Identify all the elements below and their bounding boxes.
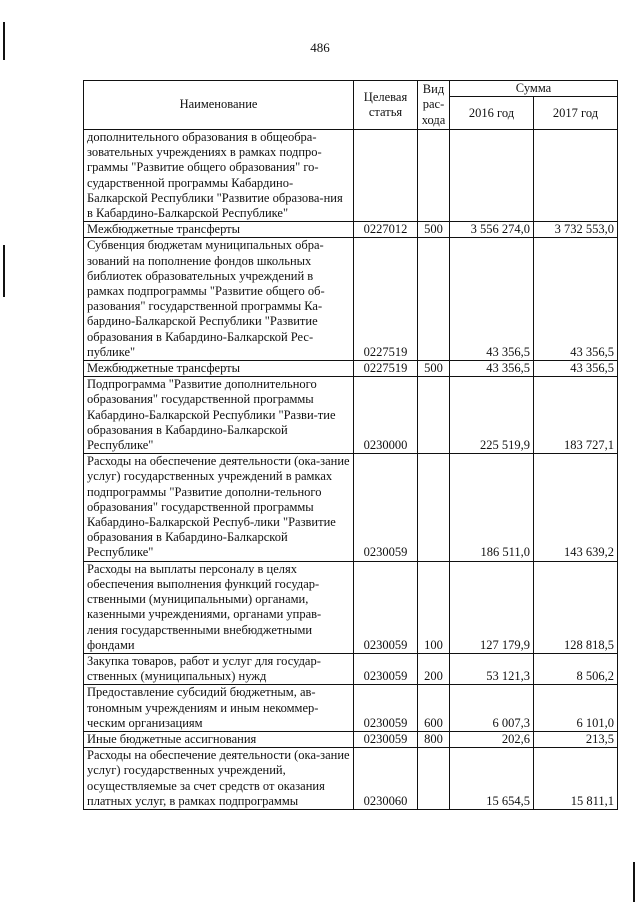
cell-2016: 127 179,9 [450, 561, 534, 653]
cell-code: 0230059 [354, 685, 418, 732]
cell-name: Субвенция бюджетам муниципальных обра-зований на пополнение фондов школьных библиотек образовательных учреждений в рамках подпрограммы "Развитие общего об-разования" государственной программы Ка-бардино-Балкарской Республики "Развитие образования в Кабардино-Балкарской Рес-публике" [84, 238, 354, 361]
table-row [84, 130, 618, 222]
cell-code: 0230000 [354, 377, 418, 454]
cell-2016: 202,6 [450, 731, 534, 747]
cell-name: Межбюджетные трансферты [84, 361, 354, 377]
cell-2016: 15 654,5 [450, 748, 534, 810]
cell-2016: 225 519,9 [450, 377, 534, 454]
table-row [84, 748, 618, 810]
cell-kind: 800 [418, 731, 450, 747]
page-number: 486 [310, 40, 330, 55]
margin-mark-right-bottom [633, 862, 635, 902]
cell-name: Закупка товаров, работ и услуг для государ-ственных (муниципальных) нужд [84, 653, 354, 684]
cell-name: Расходы на обеспечение деятельности (ока-зание услуг) государственных учреждений в рамках подпрограммы "Развитие дополни-тельного образования" государственной программы Кабардино-Балкарской Респуб-лики "Развитие образования в Кабардино-Балкарской Республике" [84, 454, 354, 561]
cell-name: Межбюджетные трансферты [84, 222, 354, 238]
cell-2016: 53 121,3 [450, 653, 534, 684]
cell-2016: 43 356,5 [450, 361, 534, 377]
cell-2017: 43 356,5 [534, 238, 618, 361]
table-row [84, 731, 618, 747]
cell-2016: 43 356,5 [450, 238, 534, 361]
cell-kind: 100 [418, 561, 450, 653]
cell-2017: 143 639,2 [534, 454, 618, 561]
cell-code: 0227519 [354, 361, 418, 377]
cell-name: Расходы на выплаты персоналу в целях обеспечения выполнения функций государ-ственными (муниципальными) органами, казенными учреждениями, органами управ-ления государственными внебюджетными фондами [84, 561, 354, 653]
table-row [84, 454, 618, 561]
cell-2017: 3 732 553,0 [534, 222, 618, 238]
cell-kind: 600 [418, 685, 450, 732]
cell-kind [418, 238, 450, 361]
cell-2017: 6 101,0 [534, 685, 618, 732]
header-year-2017: 2017 год [534, 97, 618, 130]
cell-code: 0230059 [354, 454, 418, 561]
cell-2016: 186 511,0 [450, 454, 534, 561]
budget-table [83, 80, 618, 810]
cell-code: 0227012 [354, 222, 418, 238]
cell-kind [418, 748, 450, 810]
cell-code: 0227519 [354, 238, 418, 361]
cell-name: дополнительного образования в общеобра-зовательных учреждениях в рамках подпро-граммы "Развитие общего образования" го-сударственной программы Кабардино-Балкарской Республики "Развитие образова-ния в Кабардино-Балкарской Республике" [84, 130, 354, 222]
table-row [84, 653, 618, 684]
cell-2017: 15 811,1 [534, 748, 618, 810]
cell-code: 0230060 [354, 748, 418, 810]
table-row [84, 238, 618, 361]
cell-kind: 500 [418, 222, 450, 238]
cell-kind [418, 377, 450, 454]
margin-mark-left-mid [3, 245, 5, 297]
cell-name: Предоставление субсидий бюджетным, ав-тономным учреждениям и иным некоммер-ческим организациям [84, 685, 354, 732]
cell-name: Расходы на обеспечение деятельности (ока-зание услуг) государственных учреждений, осуществляемые за счет средств от оказания платных услуг, в рамках подпрограммы [84, 748, 354, 810]
header-name: Наименование [84, 81, 354, 130]
cell-kind [418, 130, 450, 222]
cell-2017: 213,5 [534, 731, 618, 747]
cell-2016: 6 007,3 [450, 685, 534, 732]
cell-2017: 183 727,1 [534, 377, 618, 454]
cell-code: 0230059 [354, 653, 418, 684]
header-year-2016: 2016 год [450, 97, 534, 130]
cell-code: 0230059 [354, 731, 418, 747]
header-code: Целевая статья [354, 81, 418, 130]
cell-kind [418, 454, 450, 561]
cell-2017 [534, 130, 618, 222]
cell-code: 0230059 [354, 561, 418, 653]
cell-2017: 8 506,2 [534, 653, 618, 684]
cell-2016: 3 556 274,0 [450, 222, 534, 238]
cell-2016 [450, 130, 534, 222]
cell-2017: 43 356,5 [534, 361, 618, 377]
header-kind: Вид рас-хода [418, 81, 450, 130]
table-row [84, 685, 618, 732]
cell-code [354, 130, 418, 222]
cell-2017: 128 818,5 [534, 561, 618, 653]
table-row [84, 361, 618, 377]
header-sum: Сумма [450, 81, 618, 97]
table-row [84, 377, 618, 454]
cell-kind: 500 [418, 361, 450, 377]
cell-kind: 200 [418, 653, 450, 684]
cell-name: Иные бюджетные ассигнования [84, 731, 354, 747]
cell-name: Подпрограмма "Развитие дополнительного образования" государственной программы Кабардино-Балкарской Республики "Разви-тие образования в Кабардино-Балкарской Республике" [84, 377, 354, 454]
table-row [84, 222, 618, 238]
table-row [84, 561, 618, 653]
